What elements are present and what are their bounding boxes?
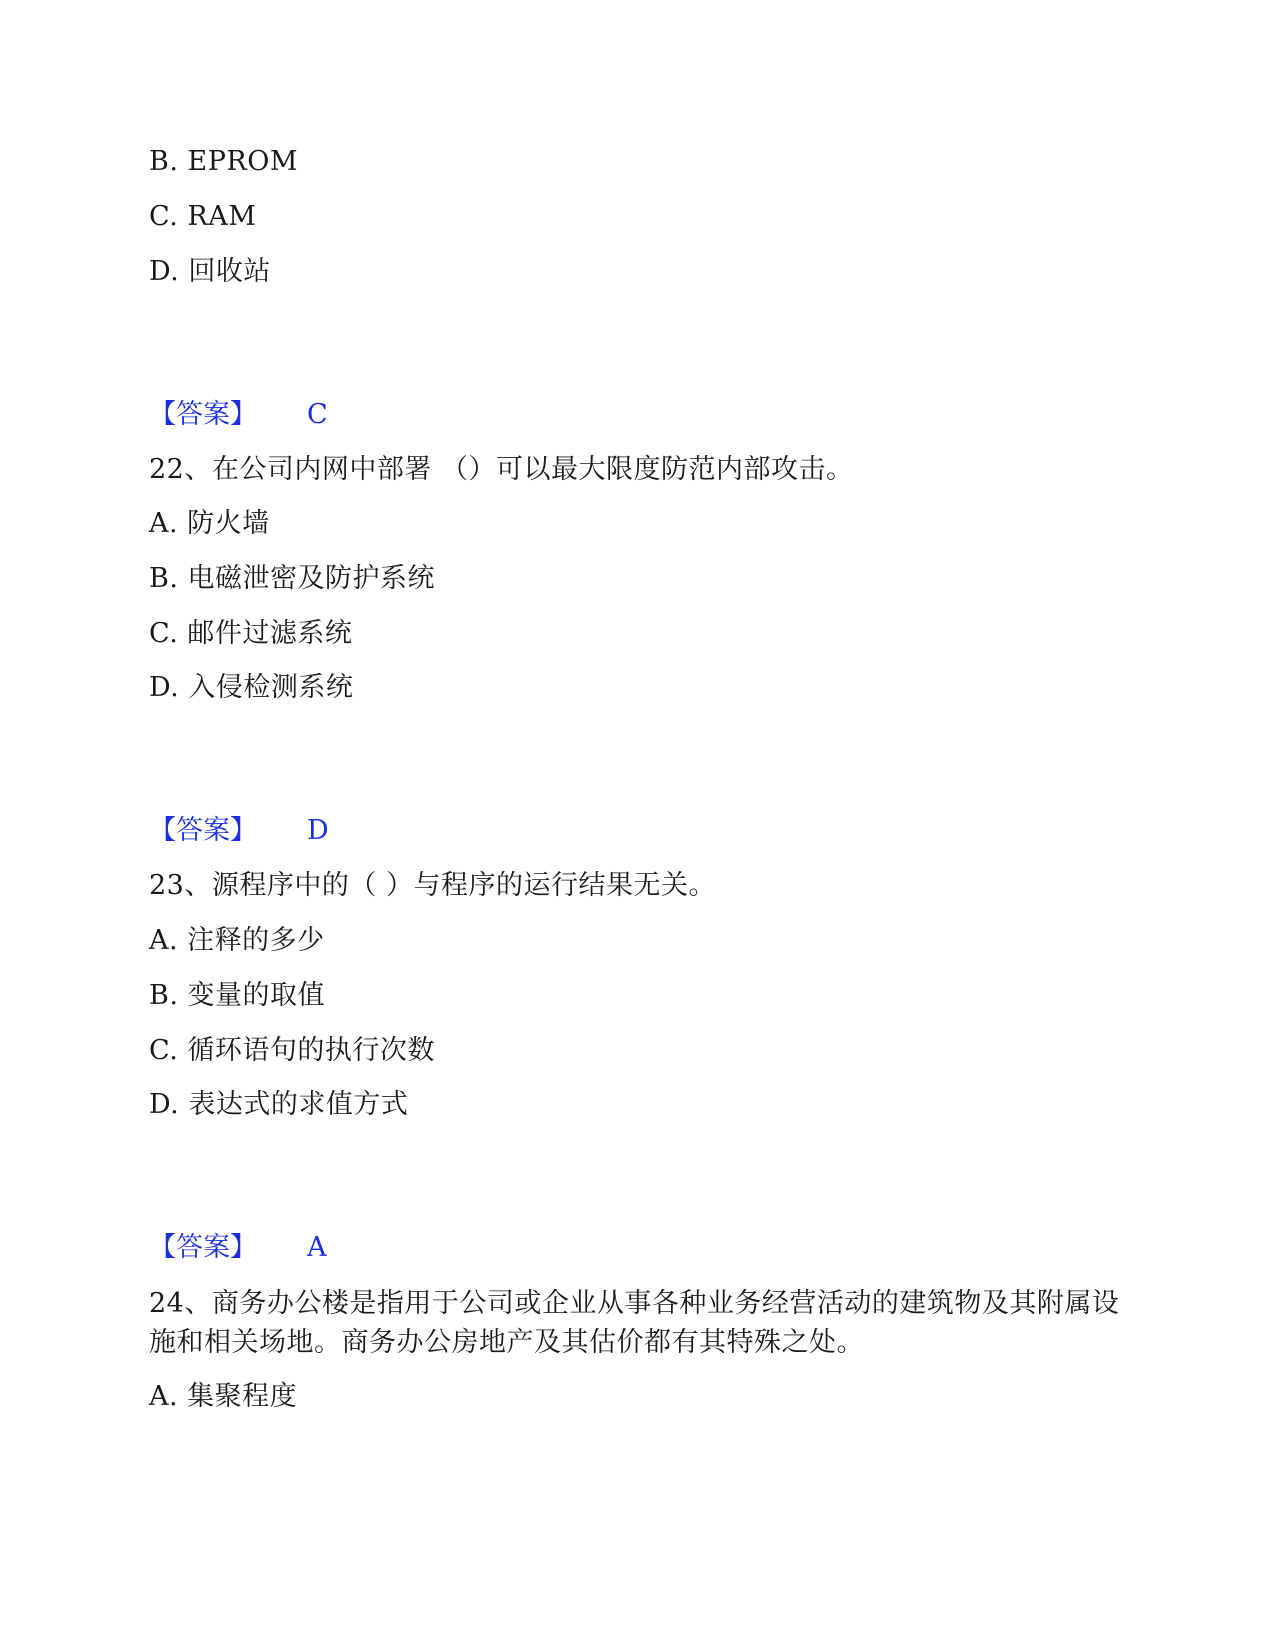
- answer-line: [149, 1233, 327, 1263]
- answer-label: 【答案】: [149, 399, 257, 430]
- question-stem: 24、商务办公楼是指用于公司或企业从事各种业务经营活动的建筑物及其附属设施和相关场地。商务办公房地产及其估价都有其特殊之处。: [149, 1288, 1120, 1358]
- option-a: A. 注释的多少: [149, 925, 325, 956]
- option-d: D. 表达式的求值方式: [149, 1089, 409, 1120]
- answer-label: 【答案】: [149, 815, 257, 846]
- option-c: C. 邮件过滤系统: [149, 618, 353, 649]
- option-b: B. EPROM: [149, 146, 298, 177]
- answer-line: [149, 816, 329, 846]
- answer-line: [149, 400, 328, 430]
- answer-value: C: [307, 399, 328, 430]
- answer-label: 【答案】: [149, 1232, 257, 1263]
- option-a: A. 集聚程度: [149, 1381, 298, 1412]
- answer-value: A: [307, 1232, 327, 1263]
- option-d: D. 入侵检测系统: [149, 672, 354, 703]
- question-stem: 22、在公司内网中部署 （）可以最大限度防范内部攻击。: [149, 454, 854, 485]
- option-c: C. 循环语句的执行次数: [149, 1035, 435, 1066]
- option-c: C. RAM: [149, 201, 257, 232]
- option-b: B. 电磁泄密及防护系统: [149, 563, 436, 594]
- option-b: B. 变量的取值: [149, 980, 326, 1011]
- option-a: A. 防火墙: [149, 508, 270, 539]
- question-stem: 23、源程序中的（ ）与程序的运行结果无关。: [149, 870, 716, 901]
- option-d: D. 回收站: [149, 256, 271, 287]
- answer-value: D: [307, 815, 329, 846]
